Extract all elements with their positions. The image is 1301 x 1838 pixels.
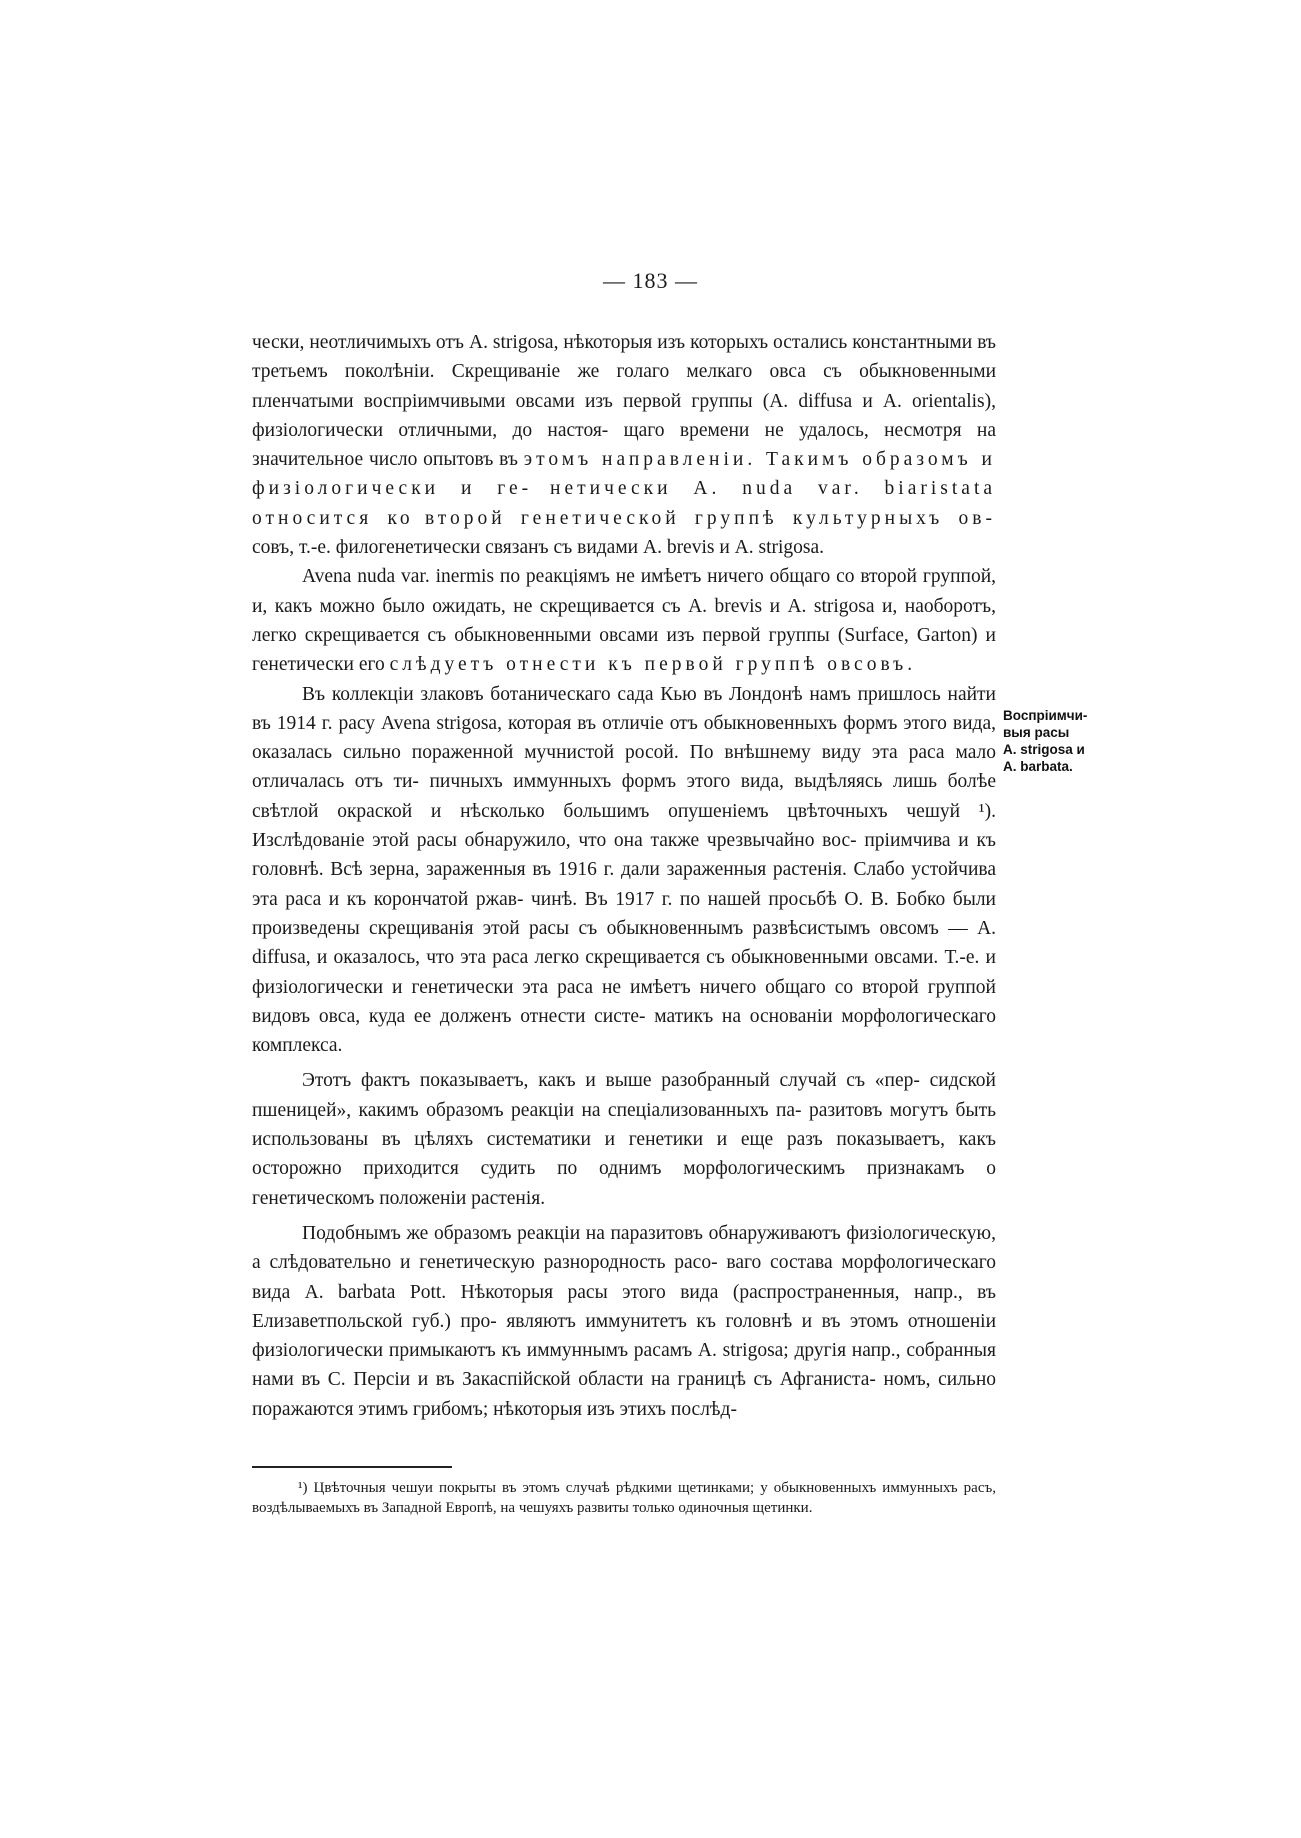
paragraph-5: Подобнымъ же образомъ реакціи на паразитовъ обнаруживаютъ физіологическую, а слѣдовательно и генетическую разнородность расо- ваго состава морфологическаго вида A. barbata Pott. Нѣкоторыя расы этого вида (распространенныя, напр., въ Елизаветпольской губ.) про- являютъ иммунитетъ къ головнѣ и въ этомъ отношеніи физіологически примыкаютъ къ иммуннымъ расамъ A. strigosa; другія напр., собранныя нами въ С. Персіи и въ Закаспійской области на границѣ съ Афганиста- номъ, сильно поражаются этимъ грибомъ; нѣкоторыя изъ этихъ послѣд-	[252, 1222, 997, 1420]
body-text	[252, 328, 996, 1424]
page-number: — 183 —	[603, 268, 698, 293]
paragraph-3: Въ коллекціи злаковъ ботаническаго сада Кью въ Лондонѣ намъ пришлось найти въ 1914 г. расу Avena strigosa, которая въ отличіе отъ обыкновенныхъ формъ этого вида, оказалась сильно пораженной мучнистой росой. По внѣшнему виду эта раса мало отличалась отъ ти- пичныхъ иммунныхъ формъ этого вида, выдѣляясь лишь болѣе свѣтлой окраской и нѣсколько большимъ опушеніемъ цвѣточныхъ чешуй ¹). Изслѣдованіе этой расы обнаружило, что она также чрезвычайно вос- пріимчива и къ головнѣ. Всѣ зерна, зараженныя въ 1916 г. дали зараженныя растенія. Слабо устойчива эта раса и къ корончатой ржав- чинѣ. Въ 1917 г. по нашей просьбѣ О. В. Бобко были произведены скрещиванія этой расы съ обыкновеннымъ развѣсистымъ овсомъ — A. diffusa, и оказалось, что эта раса легко скрещивается съ обыкновенными овсами. Т.-е. и физіологически и генетически эта раса не имѣетъ ничего общаго со второй группой видовъ овса, куда ее долженъ отнести систе- матикъ на основаніи морфологическаго комплекса.	[252, 683, 997, 1057]
paragraph-1: чески, неотличимыхъ отъ A. strigosa, нѣкоторыя изъ которыхъ остались константными въ третьемъ поколѣніи. Скрещиваніе же голаго мелкаго овса съ обыкновенными пленчатыми воспріимчивыми овсами изъ первой группы (A. diffusa и A. orientalis), физiологически отличными, до настоя- щаго времени не удалось, несмотря на значительное число опытовъ въ этомъ направленіи. Такимъ образомъ и физіологически и ге- нетически A. nuda var. biaristata относится ко второй генетической группѣ культурныхъ ов- совъ, т.-е. филогенетически связанъ съ видами A. brevis и A. strigosa.	[252, 332, 997, 559]
paragraph-2: Avena nuda var. inermis по реакціямъ не имѣетъ ничего общаго со второй группой, и, какъ можно было ожидать, не скрещивается съ A. brevis и A. strigosa и, наоборотъ, легко скрещивается съ обыкновенными овсами изъ первой группы (Surface, Garton) и генетически его слѣдуетъ отнести къ первой группѣ овсовъ.	[252, 566, 997, 676]
margin-note: Воспріимчи- выя расы A. strigosa и A. barbata.	[1003, 708, 1088, 774]
footnote-divider	[252, 1466, 452, 1468]
paragraph-4: Этотъ фактъ показываетъ, какъ и выше разобранный случай съ «пер- сидской пшеницей», какимъ образомъ реакціи на спеціализованныхъ па- разитовъ могутъ быть использованы въ цѣляхъ систематики и генетики и еще разъ показываетъ, какъ осторожно приходится судить по однимъ морфологическимъ признакамъ о генетическомъ положеніи растенія.	[252, 1070, 997, 1209]
footnote: ¹) Цвѣточныя чешуи покрыты въ этомъ случаѣ рѣдкими щетинками; у обыкновенныхъ иммунныхъ расъ, воздѣлываемыхъ въ Западной Европѣ, на чешуяхъ развиты только одиночныя щетинки.	[252, 1480, 996, 1516]
